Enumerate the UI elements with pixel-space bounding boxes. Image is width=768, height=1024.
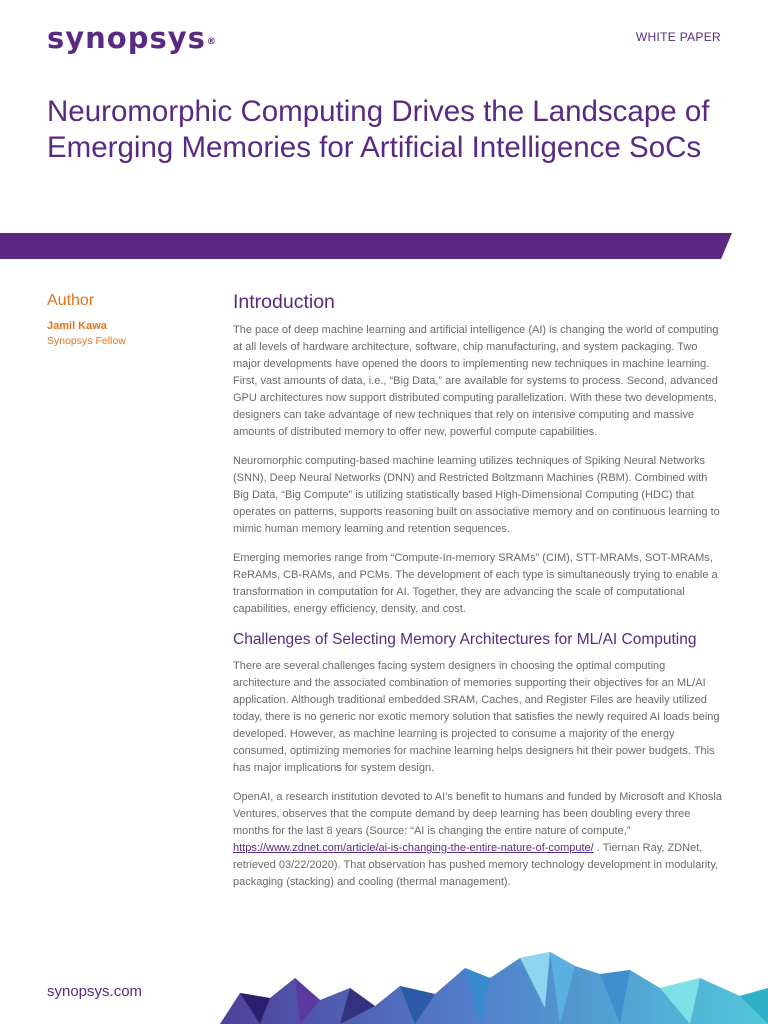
synopsys-logo — [47, 18, 217, 58]
footer-website[interactable]: synopsys.com — [47, 983, 143, 1000]
intro-paragraph-1: The pace of deep machine learning and artificial intelligence (AI) is changing the world of computing at all levels of hardware architecture, software, chip manufacturing, and system packaging. Two major developments have opened the doors to implementing new techniques in machine learning. First, vast amounts of data, i.e., “Big Data,” are available for systems to process. Second, advanced GPU architectures now support distributed computing parallelization. With these two developments, designers can take advantage of new techniques that rely on intensive computing and massive amounts of distributed memory to offer new, powerful compute capabilities. — [233, 324, 719, 438]
main-content — [233, 289, 725, 903]
logo-wordmark: synopsys — [47, 21, 206, 55]
author-heading: Author — [47, 292, 95, 309]
page-title: Neuromorphic Computing Drives the Landscape of Emerging Memories for Artificial Intelligence SoCs — [47, 95, 710, 164]
author-sidebar — [47, 292, 207, 349]
challenges-paragraph-1: There are several challenges facing system designers in choosing the optimal computing architecture and the associated combination of memories supporting their objectives for an ML/AI application. Although traditional embedded SRAM, Caches, and Register Files are heavily utilized today, there is no generic nor exotic memory solution that satisfies the newly required AI loads being developed. However, as machine learning is projected to consume a majority of the energy consumed, optimizing memories for machine learning helps designers hit their power budgets. This has major implications for system design. — [233, 660, 720, 774]
decorative-polygon-wave — [200, 948, 768, 1024]
zdnet-source-link[interactable]: https://www.zdnet.com/article/ai-is-changing-the-entire-nature-of-compute/ — [233, 842, 594, 854]
author-role: Synopsys Fellow — [47, 335, 126, 347]
intro-paragraph-3: Emerging memories range from “Compute-In-memory SRAMs” (CIM), STT-MRAMs, SOT-MRAMs, ReRAMs, CB-RAMs, and PCMs. The development of each type is simultaneously trying to enable a transformation in computation for AI. Together, they are advancing the scale of computational capabilities, energy efficiency, density, and cost. — [233, 552, 718, 615]
document-type-label: WHITE PAPER — [635, 30, 721, 44]
author-name: Jamil Kawa — [47, 320, 107, 332]
registered-mark: ® — [206, 37, 217, 47]
challenges-paragraph-2-tail: . Tiernan Ray, ZDNet, retrieved 03/22/2020). That observation has pushed memory technology development in modularity, packaging (stacking) and cooling (thermal management). — [233, 842, 719, 888]
challenges-paragraph-2-text: OpenAI, a research institution devoted to AI’s benefit to humans and funded by Microsoft and Khosla Ventures, observes that the compute demand by deep learning has been doubling every three months for the last 8 years (Source: “AI is changing the entire nature of compute,” — [233, 791, 722, 837]
title-divider-band — [0, 233, 732, 259]
challenges-paragraph-2 — [233, 789, 725, 891]
intro-paragraph-2: Neuromorphic computing-based machine learning utilizes techniques of Spiking Neural Networks (SNN), Deep Neural Networks (DNN) and Restricted Boltzmann Machines (RBM). Combined with Big Data, “Big Compute” is utilizing statistically based High-Dimensional Computing (HDC) that operates on patterns, supports reasoning built on associative memory and on continuous learning to mimic human memory learning and retention sequences. — [233, 455, 720, 535]
challenges-heading: Challenges of Selecting Memory Architectures for ML/AI Computing — [233, 631, 697, 648]
introduction-heading: Introduction — [233, 291, 335, 313]
